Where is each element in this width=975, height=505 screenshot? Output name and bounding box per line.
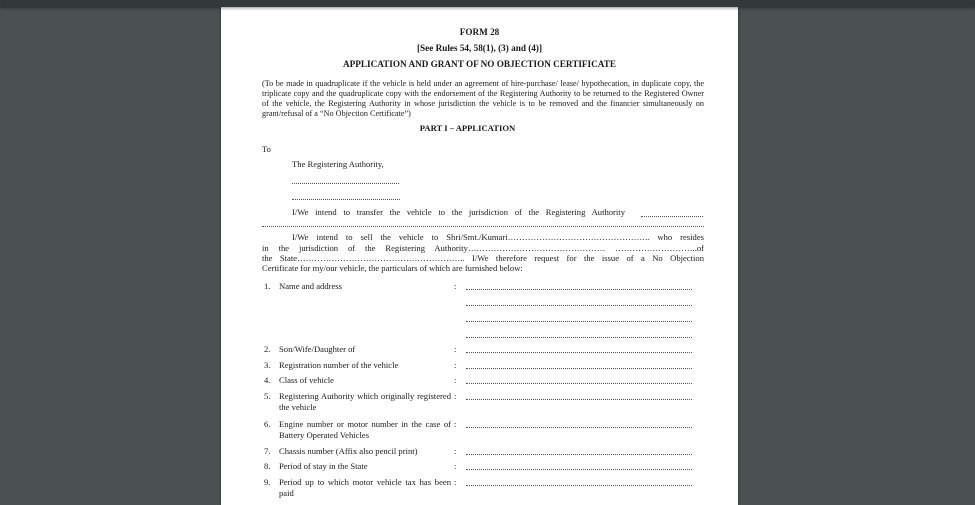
item-colon: : <box>454 375 457 385</box>
item-number: 7. <box>264 446 271 456</box>
to-label: To <box>262 144 271 154</box>
form-heading: APPLICATION AND GRANT OF NO OBJECTION CERTIFICATE <box>343 59 616 69</box>
item-label: Registering Authority which originally registered the vehicle <box>279 391 451 412</box>
item-label: Chassis number (Affix also pencil print) <box>279 446 418 456</box>
addressee-blank-2[interactable] <box>292 199 400 200</box>
part-heading: PART I – APPLICATION <box>419 123 516 133</box>
item-colon: : <box>454 391 457 401</box>
item-colon: : <box>454 446 457 456</box>
transfer-authority-blank[interactable] <box>641 216 703 217</box>
item-label: Son/Wife/Daughter of <box>279 344 356 354</box>
document-page <box>221 5 738 505</box>
engine-number-field[interactable] <box>466 427 692 428</box>
viewer-toolbar <box>0 0 975 7</box>
item-label: Engine number or motor number in the case of Battery Operated Vehicles <box>279 419 451 440</box>
name-address-field-1[interactable] <box>466 289 692 290</box>
form-instructions-note: (To be made in quadruplicate if the vehicle is held under an agreement of hire-purchase/ lease/ hypothecation, in duplicate copy, the triplicate copy and the quadruplicate copy with the endorsement of the Registering Authority to be returned to the Registered Owner of the vehicle, the Registering Authority in whose jurisdiction the vehicle is to be removed and the financier simultaneously on grant/refusal of a “No Objection Certificate”) <box>262 79 704 118</box>
sell-statement-line-2: in the jurisdiction of the Registering Authority………………………………………… ………………………..of <box>262 243 704 253</box>
tax-paid-period-field[interactable] <box>466 485 692 486</box>
item-label: Registration number of the vehicle <box>279 360 399 370</box>
form-rules: [See Rules 54, 58(1), (3) and (4)] <box>416 43 543 53</box>
item-colon: : <box>454 344 457 354</box>
item-colon: : <box>454 281 457 291</box>
relation-field[interactable] <box>466 352 692 353</box>
registration-number-field[interactable] <box>466 368 692 369</box>
item-number: 8. <box>264 461 271 471</box>
item-number: 4. <box>264 375 271 385</box>
item-number: 5. <box>264 391 271 401</box>
item-colon: : <box>454 419 457 429</box>
transfer-authority-blank-line2[interactable] <box>262 226 704 227</box>
item-number: 9. <box>264 477 271 487</box>
item-label: Period of stay in the State <box>279 461 368 471</box>
form-title: FORM 28 <box>459 27 500 37</box>
item-colon: : <box>454 477 457 487</box>
item-colon: : <box>454 360 457 370</box>
transfer-statement: I/We intend to transfer the vehicle to the jurisdiction of the Registering Authority <box>292 207 625 217</box>
item-number: 1. <box>264 281 271 291</box>
item-label: Name and address <box>279 281 342 291</box>
sell-statement-line-3: the State………………………………………………….. I/We therefore request for the issue of a No Objection <box>262 253 704 263</box>
item-label: Period up to which motor vehicle tax has been paid <box>279 477 451 498</box>
addressee-blank-1[interactable] <box>292 183 399 184</box>
item-number: 6. <box>264 419 271 429</box>
chassis-number-field[interactable] <box>466 454 692 455</box>
vehicle-class-field[interactable] <box>466 383 692 384</box>
stay-period-field[interactable] <box>466 469 692 470</box>
item-number: 3. <box>264 360 271 370</box>
item-number: 2. <box>264 344 271 354</box>
original-authority-field[interactable] <box>466 399 692 400</box>
name-address-field-3[interactable] <box>466 321 692 322</box>
sell-statement-line-1: I/We intend to sell the vehicle to Shri/Smt./Kumari………………………………………….. who resides <box>292 232 704 242</box>
name-address-field-2[interactable] <box>466 305 692 306</box>
name-address-field-4[interactable] <box>466 337 692 338</box>
item-label: Class of vehicle <box>279 375 334 385</box>
addressee: The Registering Authority, <box>292 159 384 169</box>
item-colon: : <box>454 461 457 471</box>
sell-statement-line-4: Certificate for my/our vehicle, the particulars of which are furnished below: <box>262 263 523 273</box>
